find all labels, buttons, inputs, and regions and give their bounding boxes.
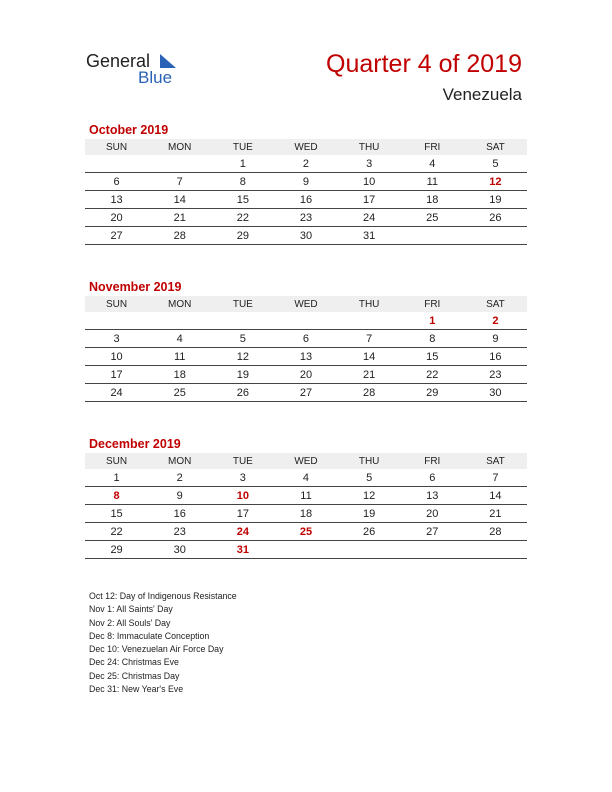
empty-day-cell: [464, 227, 527, 245]
weekday-header-row: [85, 453, 527, 469]
calendar-grid: [85, 139, 527, 245]
weekday-label: TUE: [211, 139, 274, 155]
day-cell: 5: [464, 155, 527, 173]
day-cell: 11: [148, 348, 211, 366]
day-cell: 15: [211, 191, 274, 209]
week-row: [85, 312, 527, 330]
day-cell: 11: [401, 173, 464, 191]
day-cell: 18: [148, 366, 211, 384]
weekday-label: SUN: [85, 296, 148, 312]
holiday-day-cell: 12: [464, 173, 527, 191]
day-cell: 26: [464, 209, 527, 227]
weekday-header-row: [85, 296, 527, 312]
week-row: [85, 330, 527, 348]
empty-day-cell: [401, 227, 464, 245]
day-cell: 17: [211, 505, 274, 523]
day-cell: 19: [464, 191, 527, 209]
month-title: October 2019: [89, 123, 169, 137]
week-row: [85, 191, 527, 209]
day-cell: 3: [85, 330, 148, 348]
week-row: [85, 541, 527, 559]
day-cell: 14: [148, 191, 211, 209]
day-cell: 20: [85, 209, 148, 227]
calendar-grid: [85, 296, 527, 402]
month-title: December 2019: [89, 437, 181, 451]
day-cell: 14: [338, 348, 401, 366]
day-cell: 31: [338, 227, 401, 245]
week-row: [85, 505, 527, 523]
month-december: [85, 436, 527, 559]
day-cell: 3: [211, 469, 274, 487]
week-row: [85, 487, 527, 505]
day-cell: 4: [274, 469, 337, 487]
empty-day-cell: [85, 312, 148, 330]
day-cell: 24: [338, 209, 401, 227]
day-cell: 7: [338, 330, 401, 348]
weekday-label: FRI: [401, 139, 464, 155]
day-cell: 1: [85, 469, 148, 487]
day-cell: 18: [274, 505, 337, 523]
empty-day-cell: [338, 312, 401, 330]
holiday-day-cell: 10: [211, 487, 274, 505]
holiday-note: Nov 2: All Souls' Day: [89, 617, 171, 628]
day-cell: 25: [148, 384, 211, 402]
week-row: [85, 523, 527, 541]
logo-blue-text: Blue: [138, 68, 173, 87]
empty-day-cell: [274, 541, 337, 559]
day-cell: 1: [211, 155, 274, 173]
weekday-label: SAT: [464, 139, 527, 155]
weekday-label: THU: [338, 139, 401, 155]
weekday-header-row: [85, 139, 527, 155]
weekday-label: TUE: [211, 453, 274, 469]
day-cell: 25: [401, 209, 464, 227]
day-cell: 24: [85, 384, 148, 402]
day-cell: 7: [464, 469, 527, 487]
day-cell: 27: [401, 523, 464, 541]
empty-day-cell: [148, 312, 211, 330]
day-cell: 8: [401, 330, 464, 348]
empty-day-cell: [401, 541, 464, 559]
weekday-label: THU: [338, 296, 401, 312]
day-cell: 28: [464, 523, 527, 541]
month-november: [85, 279, 527, 402]
day-cell: 9: [148, 487, 211, 505]
day-cell: 22: [401, 366, 464, 384]
week-row: [85, 173, 527, 191]
day-cell: 29: [401, 384, 464, 402]
weekday-label: SAT: [464, 296, 527, 312]
holiday-note: Dec 31: New Year's Eve: [89, 684, 184, 695]
empty-day-cell: [464, 541, 527, 559]
weekday-label: SUN: [85, 453, 148, 469]
day-cell: 13: [274, 348, 337, 366]
weekday-label: TUE: [211, 296, 274, 312]
weekday-label: WED: [274, 453, 337, 469]
day-cell: 16: [148, 505, 211, 523]
weekday-label: WED: [274, 296, 337, 312]
logo-triangle-icon: [160, 54, 176, 68]
day-cell: 22: [85, 523, 148, 541]
day-cell: 2: [148, 469, 211, 487]
day-cell: 17: [338, 191, 401, 209]
empty-day-cell: [274, 312, 337, 330]
day-cell: 14: [464, 487, 527, 505]
week-row: [85, 155, 527, 173]
holiday-note: Dec 8: Immaculate Conception: [89, 630, 210, 641]
weekday-label: MON: [148, 453, 211, 469]
day-cell: 10: [338, 173, 401, 191]
page-title: Quarter 4 of 2019: [326, 50, 522, 78]
weekday-label: SAT: [464, 453, 527, 469]
holiday-note: Nov 1: All Saints' Day: [89, 604, 173, 615]
day-cell: 22: [211, 209, 274, 227]
day-cell: 13: [85, 191, 148, 209]
holiday-note: Dec 10: Venezuelan Air Force Day: [89, 644, 224, 655]
day-cell: 16: [274, 191, 337, 209]
day-cell: 21: [338, 366, 401, 384]
day-cell: 18: [401, 191, 464, 209]
empty-day-cell: [338, 541, 401, 559]
day-cell: 21: [464, 505, 527, 523]
day-cell: 7: [148, 173, 211, 191]
month-title: November 2019: [89, 280, 182, 294]
day-cell: 8: [211, 173, 274, 191]
empty-day-cell: [85, 155, 148, 173]
country-name: Venezuela: [442, 85, 522, 104]
logo: [86, 51, 196, 91]
day-cell: 12: [338, 487, 401, 505]
day-cell: 6: [274, 330, 337, 348]
holiday-day-cell: 24: [211, 523, 274, 541]
day-cell: 5: [211, 330, 274, 348]
weekday-label: THU: [338, 453, 401, 469]
day-cell: 19: [338, 505, 401, 523]
week-row: [85, 227, 527, 245]
calendar-grid: [85, 453, 527, 559]
holiday-note: Oct 12: Day of Indigenous Resistance: [89, 591, 237, 601]
week-row: [85, 366, 527, 384]
holiday-note: Dec 25: Christmas Day: [89, 670, 180, 681]
holiday-day-cell: 1: [401, 312, 464, 330]
day-cell: 6: [85, 173, 148, 191]
day-cell: 30: [148, 541, 211, 559]
holiday-day-cell: 8: [85, 487, 148, 505]
day-cell: 23: [148, 523, 211, 541]
day-cell: 12: [211, 348, 274, 366]
day-cell: 26: [338, 523, 401, 541]
day-cell: 2: [274, 155, 337, 173]
day-cell: 21: [148, 209, 211, 227]
day-cell: 23: [464, 366, 527, 384]
holiday-notes: [89, 590, 237, 696]
day-cell: 29: [85, 541, 148, 559]
day-cell: 4: [401, 155, 464, 173]
holiday-day-cell: 25: [274, 523, 337, 541]
day-cell: 17: [85, 366, 148, 384]
week-row: [85, 384, 527, 402]
day-cell: 29: [211, 227, 274, 245]
weekday-label: WED: [274, 139, 337, 155]
day-cell: 3: [338, 155, 401, 173]
day-cell: 28: [338, 384, 401, 402]
holiday-day-cell: 31: [211, 541, 274, 559]
day-cell: 15: [85, 505, 148, 523]
weekday-label: MON: [148, 296, 211, 312]
day-cell: 20: [274, 366, 337, 384]
week-row: [85, 348, 527, 366]
day-cell: 13: [401, 487, 464, 505]
day-cell: 27: [85, 227, 148, 245]
day-cell: 9: [464, 330, 527, 348]
day-cell: 6: [401, 469, 464, 487]
day-cell: 27: [274, 384, 337, 402]
day-cell: 19: [211, 366, 274, 384]
day-cell: 28: [148, 227, 211, 245]
weekday-label: SUN: [85, 139, 148, 155]
holiday-note: Dec 24: Christmas Eve: [89, 657, 179, 668]
day-cell: 4: [148, 330, 211, 348]
day-cell: 30: [464, 384, 527, 402]
holiday-day-cell: 2: [464, 312, 527, 330]
day-cell: 30: [274, 227, 337, 245]
day-cell: 23: [274, 209, 337, 227]
weekday-label: MON: [148, 139, 211, 155]
day-cell: 26: [211, 384, 274, 402]
day-cell: 20: [401, 505, 464, 523]
empty-day-cell: [211, 312, 274, 330]
week-row: [85, 209, 527, 227]
weekday-label: FRI: [401, 296, 464, 312]
day-cell: 15: [401, 348, 464, 366]
week-row: [85, 469, 527, 487]
day-cell: 16: [464, 348, 527, 366]
day-cell: 10: [85, 348, 148, 366]
day-cell: 9: [274, 173, 337, 191]
day-cell: 11: [274, 487, 337, 505]
month-october: [85, 122, 527, 245]
weekday-label: FRI: [401, 453, 464, 469]
logo-general-text: General: [86, 51, 151, 71]
day-cell: 5: [338, 469, 401, 487]
empty-day-cell: [148, 155, 211, 173]
